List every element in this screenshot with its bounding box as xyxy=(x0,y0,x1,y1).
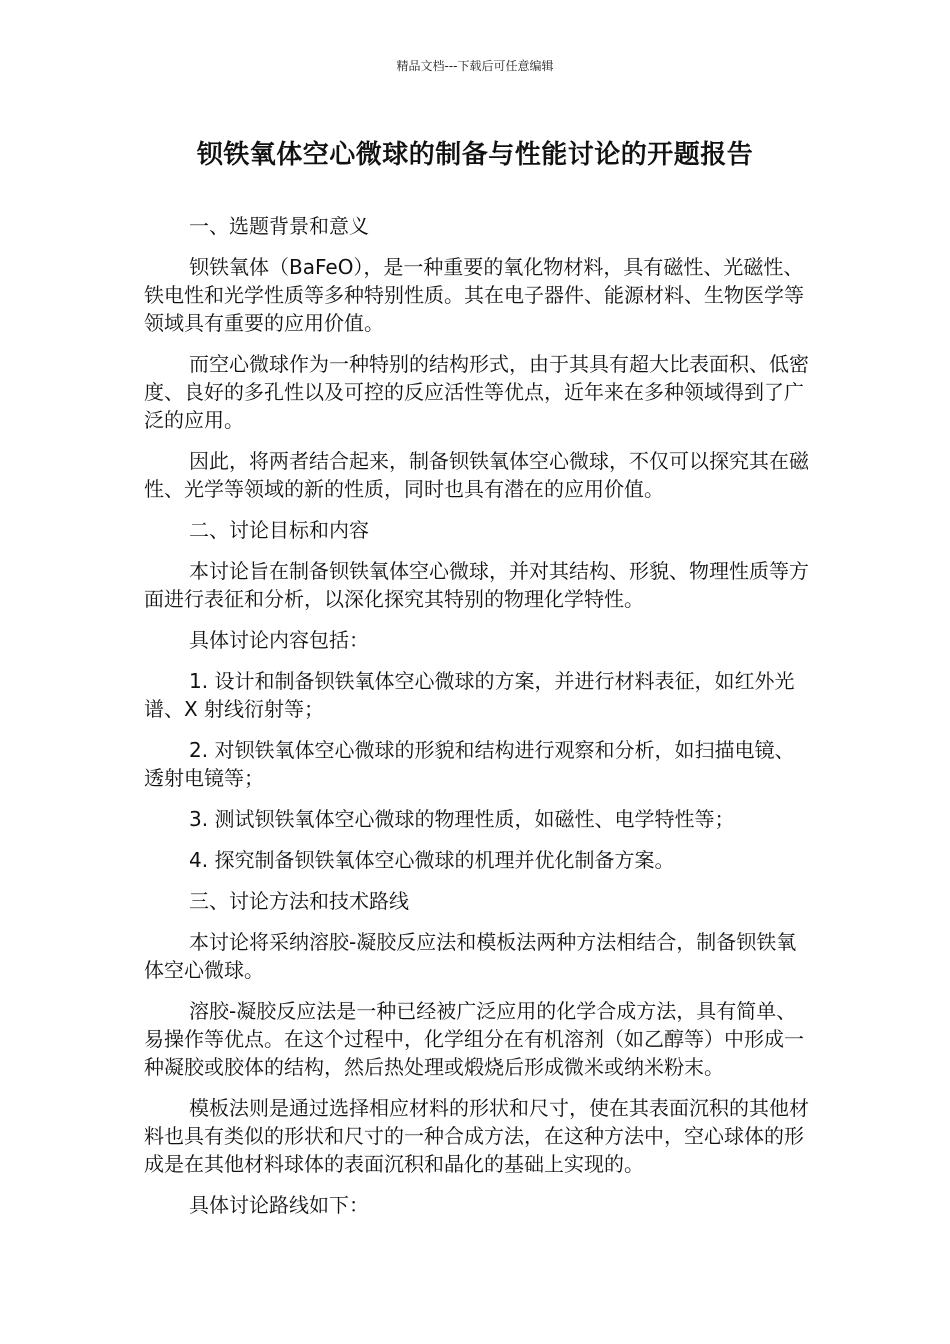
document-body xyxy=(144,212,812,1232)
section-heading-background: 一、选题背景和意义 xyxy=(189,214,369,238)
list-item: 4. 探究制备钡铁氧体空心微球的机理并优化制备方案。 xyxy=(189,848,675,872)
paragraph: 钡铁氧体（BaFeO），是一种重要的氧化物材料，具有磁性、光磁性、铁电性和光学性质等多种特别性质。其在电子器件、能源材料、生物医学等领域具有重要的应用价值。 xyxy=(144,255,804,335)
paragraph: 具体讨论内容包括： xyxy=(189,628,369,652)
section-heading-methods: 三、讨论方法和技术路线 xyxy=(189,889,409,913)
paragraph: 而空心微球作为一种特别的结构形式，由于其具有超大比表面积、低密度、良好的多孔性以及可控的反应活性等优点，近年来在多种领域得到了广泛的应用。 xyxy=(144,352,809,432)
document-title: 钡铁氧体空心微球的制备与性能讨论的开题报告 xyxy=(196,140,754,170)
paragraph: 模板法则是通过选择相应材料的形状和尺寸，使在其表面沉积的其他材料也具有类似的形状和尺寸的一种合成方法，在这种方法中，空心球体的形成是在其他材料球体的表面沉积和晶化的基础上实现的。 xyxy=(144,1096,809,1176)
paragraph: 溶胶-凝胶反应法是一种已经被广泛应用的化学合成方法，具有简单、易操作等优点。在这个过程中，化学组分在有机溶剂（如乙醇等）中形成一种凝胶或胶体的结构，然后热处理或煅烧后形成微米或纳米粉末。 xyxy=(144,999,804,1079)
paragraph: 本讨论旨在制备钡铁氧体空心微球，并对其结构、形貌、物理性质等方面进行表征和分析，以深化探究其特别的物理化学特性。 xyxy=(144,559,809,611)
paragraph: 因此，将两者结合起来，制备钡铁氧体空心微球，不仅可以探究其在磁性、光学等领域的新的性质，同时也具有潜在的应用价值。 xyxy=(144,449,809,501)
section-heading-goals: 二、讨论目标和内容 xyxy=(189,518,369,542)
paragraph: 本讨论将采纳溶胶-凝胶反应法和模板法两种方法相结合，制备钡铁氧体空心微球。 xyxy=(144,930,797,982)
list-item: 1. 设计和制备钡铁氧体空心微球的方案，并进行材料表征，如红外光谱、X 射线衍射等； xyxy=(144,669,795,721)
page-header-note: 精品文档---下载后可任意编辑 xyxy=(396,59,554,73)
list-item: 2. 对钡铁氧体空心微球的形貌和结构进行观察和分析，如扫描电镜、透射电镜等； xyxy=(144,738,795,790)
paragraph: 具体讨论路线如下： xyxy=(189,1193,369,1217)
list-item: 3. 测试钡铁氧体空心微球的物理性质，如磁性、电学特性等； xyxy=(189,807,735,831)
